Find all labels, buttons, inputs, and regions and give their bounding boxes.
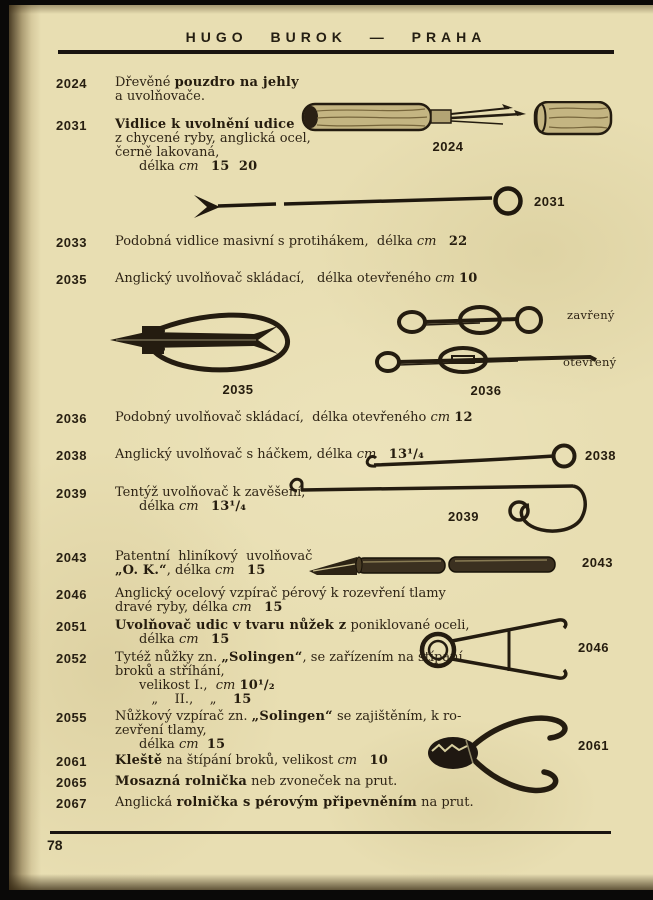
item-description: [115, 272, 478, 286]
item-number: 2035: [56, 272, 87, 287]
item-number: 2052: [56, 651, 87, 666]
item-text-line: dravé ryby, délka cm 15: [115, 600, 283, 615]
item-description: [115, 796, 474, 810]
figure-shot-pliers: [422, 712, 587, 796]
item-description: [115, 76, 299, 104]
hanging-disgorger-illustration: [285, 475, 590, 547]
fork-rod-illustration: [190, 186, 540, 222]
item-description: [115, 486, 305, 514]
figure-label-2061: 2061: [578, 738, 609, 753]
item-number: 2033: [56, 235, 87, 250]
item-text-line: délka cm 13¹/₄: [139, 499, 247, 514]
item-text-line: Vidlice k uvolnění udice: [115, 117, 295, 132]
hook-disgorger-illustration: [358, 443, 593, 477]
item-number: 2051: [56, 619, 87, 634]
item-text-line: černě lakovaná,: [115, 145, 220, 160]
figure-hanging-disgorger: [285, 475, 590, 547]
item-text-line: Anglický uvolňovač s háčkem, délka cm 13¹/₄: [115, 447, 424, 462]
item-text-line: délka cm 15 20: [139, 159, 258, 174]
item-number: 2067: [56, 796, 87, 811]
header-rule: [58, 50, 614, 54]
item-text-line: Anglický ocelový vzpírač pérový k rozevření tlamy: [115, 586, 446, 601]
shot-pliers-illustration: [422, 712, 587, 796]
item-description: [115, 710, 461, 752]
item-text-line: Anglický uvolňovač skládací, délka otevřeného cm 10: [115, 271, 478, 286]
item-text-line: Kleště na štípání broků, velikost cm 10: [115, 753, 388, 768]
item-text-line: délka cm 15: [139, 737, 226, 752]
item-number: 2055: [56, 710, 87, 725]
figure-caption-2035: 2035: [222, 382, 254, 397]
figure-hook-disgorger: [358, 443, 593, 477]
item-text-line: Tytéž nůžky zn. „Solingen“, se zařízením na štípání: [115, 650, 463, 665]
figure-needle-case: [297, 101, 617, 137]
figure-caption-2036: 2036: [470, 383, 502, 398]
item-text-line: z chycené ryby, anglická ocel,: [115, 131, 311, 146]
item-text-line: Tentýž uvolňovač k zavěšení,: [115, 485, 306, 500]
aluminium-disgorger-illustration: [305, 552, 565, 580]
figure-label-2046: 2046: [578, 640, 609, 655]
item-number: 2031: [56, 118, 87, 133]
figure-label-2038: 2038: [585, 448, 616, 463]
item-text-line: a uvolňovače.: [115, 89, 205, 104]
figure-label-2031: 2031: [534, 194, 565, 209]
item-text-line: „ II., „ 15: [139, 692, 252, 707]
page-title: HUGO BUROK — PRAHA: [185, 29, 487, 45]
item-text-line: Anglická rolnička s pérovým připevněním na prut.: [115, 795, 474, 810]
page-top-shadow: [9, 5, 653, 14]
item-number: 2046: [56, 587, 87, 602]
item-number: 2036: [56, 411, 87, 426]
figure-folding-disgorger-open: [106, 299, 296, 381]
page-number: 78: [47, 837, 63, 853]
item-description: [115, 775, 397, 789]
item-number: 2065: [56, 775, 87, 790]
item-text-line: „O. K.“, délka cm 15: [115, 563, 266, 578]
spring-spreader-illustration: [415, 613, 575, 685]
item-text-line: broků a stříhání,: [115, 664, 225, 679]
item-text-line: Podobná vidlice masivní s protihákem, délka cm 22: [115, 234, 468, 249]
figure-label-2039: 2039: [448, 509, 479, 524]
item-text-line: velikost I., cm 10¹/₂: [139, 678, 275, 693]
item-text-line: délka cm 15: [139, 632, 230, 647]
item-description: [115, 411, 473, 425]
figure-spring-spreader: [415, 613, 575, 685]
item-description: [115, 651, 463, 707]
item-description: [115, 587, 446, 615]
state-label-open: otevřený: [563, 355, 617, 369]
folding-disgorger-illustration: [106, 299, 296, 381]
item-text-line: Uvolňovač udic v tvaru nůžek z poniklované oceli,: [115, 618, 470, 633]
item-text-line: Dřevěné pouzdro na jehly: [115, 75, 299, 90]
item-description: [115, 550, 312, 578]
item-text-line: zevření tlamy,: [115, 723, 207, 738]
item-number: 2024: [56, 76, 87, 91]
figure-label-2043: 2043: [582, 555, 613, 570]
item-number: 2061: [56, 754, 87, 769]
item-number: 2039: [56, 486, 87, 501]
item-description: [115, 754, 388, 768]
figure-caption-2024: 2024: [432, 139, 464, 154]
item-number: 2038: [56, 448, 87, 463]
item-text-line: Patentní hliníkový uvolňovač: [115, 549, 313, 564]
figure-fork-rod: [190, 186, 540, 222]
footer-rule: [50, 831, 611, 834]
item-text-line: Mosazná rolnička neb zvoneček na prut.: [115, 774, 398, 789]
item-description: [115, 235, 467, 249]
state-label-closed: zavřený: [567, 308, 615, 322]
figure-aluminium-disgorger: [305, 552, 565, 580]
item-text-line: Podobný uvolňovač skládací, délka otevřeného cm 12: [115, 410, 473, 425]
needle-case-illustration: [297, 101, 617, 137]
item-number: 2043: [56, 550, 87, 565]
item-description: [115, 118, 311, 174]
item-text-line: Nůžkový vzpírač zn. „Solingen“ se zajištěním, k ro-: [115, 709, 462, 724]
